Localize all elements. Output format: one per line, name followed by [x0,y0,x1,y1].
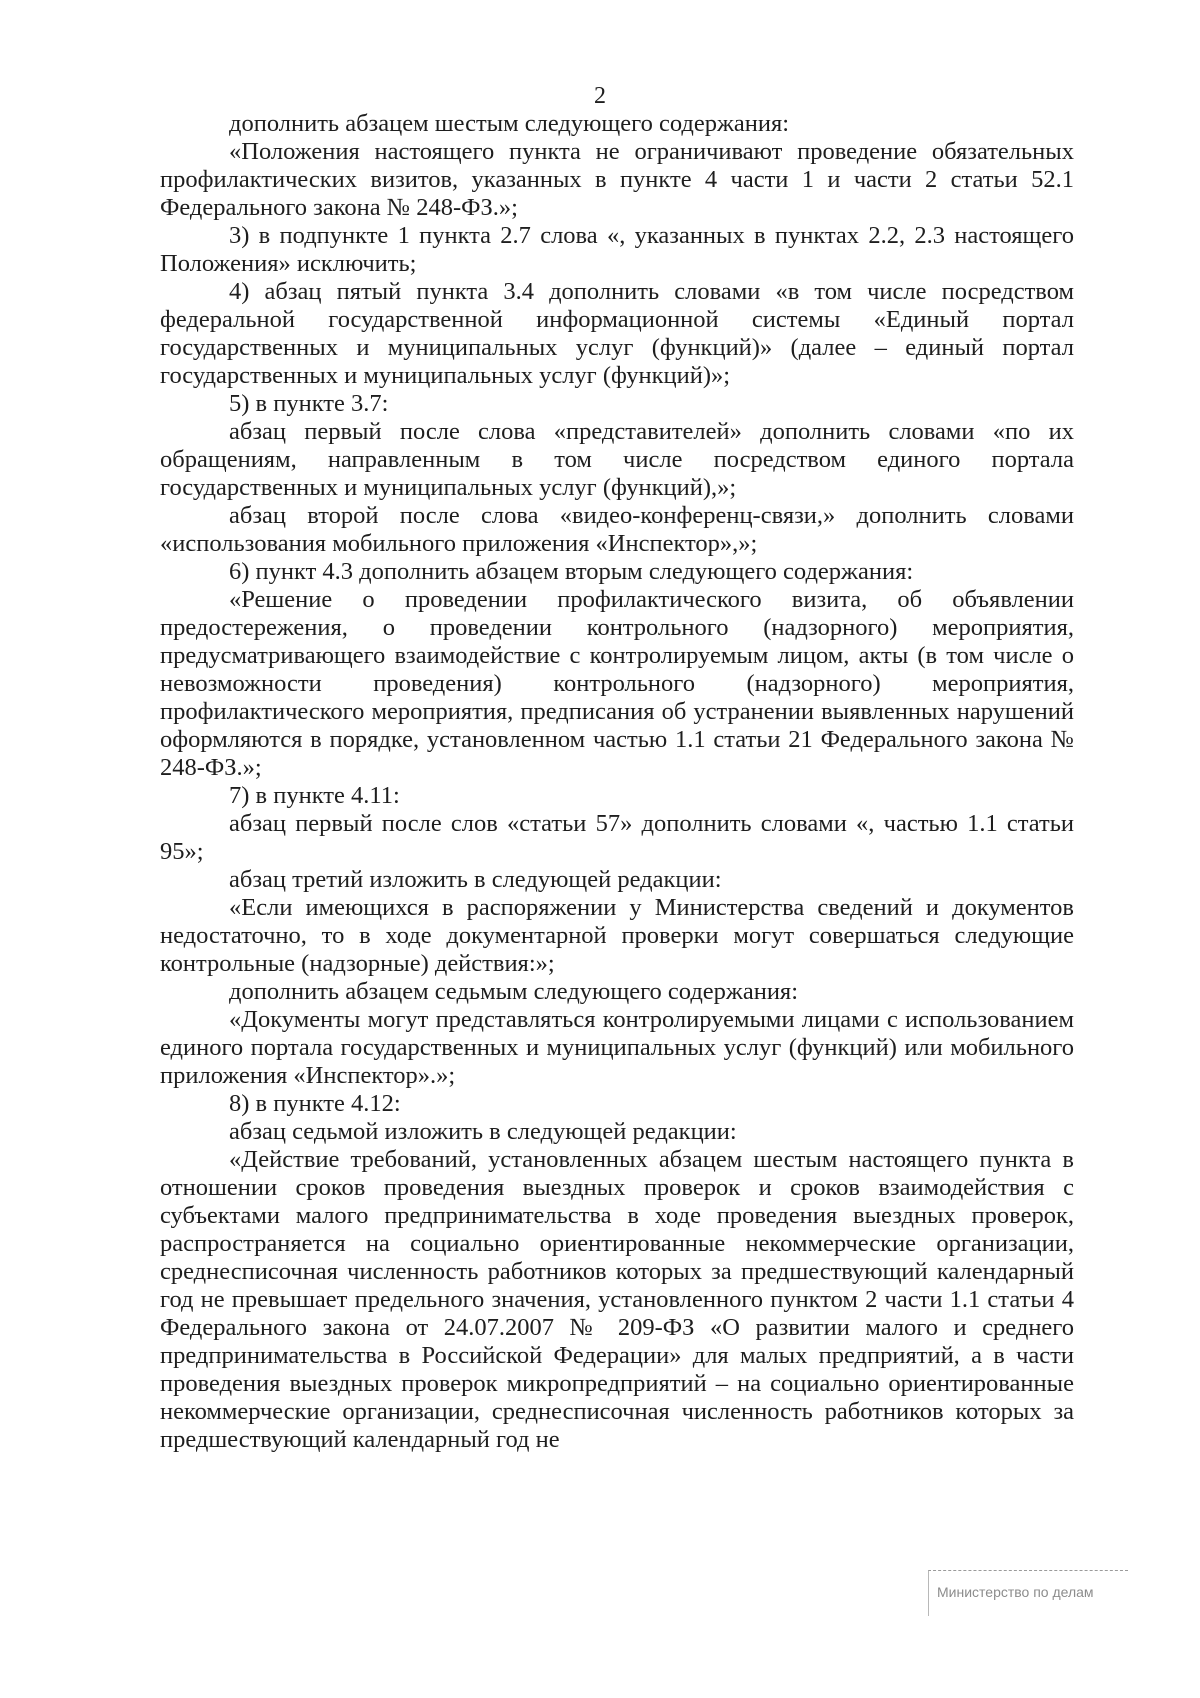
paragraph: абзац первый после слова «представителей» дополнить словами «по их обращениям, направленным в том числе посредством единого портала государственных и муниципальных услуг (функций),»; [160,418,1074,501]
paragraph: 7) в пункте 4.11: [229,782,400,809]
paragraph: «Документы могут представляться контролируемыми лицами с использованием единого портала государственных и муниципальных услуг (функций) или мобильного приложения «Инспектор».»; [160,1006,1074,1089]
paragraph: 4) абзац пятый пункта 3.4 дополнить словами «в том числе посредством федеральной государственной информационной системы «Единый портал государственных и муниципальных услуг (функций)» (далее – единый портал государственных и муниципальных услуг (функций)»; [160,278,1074,389]
paragraph: 8) в пункте 4.12: [229,1090,401,1117]
paragraph: «Действие требований, установленных абзацем шестым настоящего пункта в отношении сроков проведения выездных проверок и сроков взаимодействия с субъектами малого предпринимательства в ходе проведения выездных проверок, распространяется на социально ориентированные некоммерческие организации, среднесписочная численность работников которых за предшествующий календарный год не превышает предельного значения, установленного пунктом 2 части 1.1 статьи 4 Федерального закона от 24.07.2007 № 209-ФЗ «О развитии малого и среднего предпринимательства в Российской Федерации» для малых предприятий, а в части проведения выездных проверок микропредприятий – на социально ориентированные некоммерческие организации, среднесписочная численность работников которых за предшествующий календарный год не [160,1146,1074,1453]
paragraph: дополнить абзацем седьмым следующего содержания: [229,978,799,1005]
paragraph: 3) в подпункте 1 пункта 2.7 слова «, указанных в пунктах 2.2, 2.3 настоящего Положения» исключить; [160,222,1074,277]
paragraph: «Если имеющихся в распоряжении у Министерства сведений и документов недостаточно, то в ходе документарной проверки могут совершаться следующие контрольные (надзорные) действия:»; [160,894,1074,977]
paragraph: «Положения настоящего пункта не ограничивают проведение обязательных профилактических визитов, указанных в пункте 4 части 1 и части 2 статьи 52.1 Федерального закона № 248-ФЗ.»; [160,138,1074,221]
paragraph: абзац седьмой изложить в следующей редакции: [229,1118,737,1145]
paragraph: 6) пункт 4.3 дополнить абзацем вторым следующего содержания: [229,558,914,585]
paragraph: абзац третий изложить в следующей редакции: [229,866,722,893]
document-body [160,110,1074,1454]
paragraph: абзац первый после слов «статьи 57» дополнить словами «, частью 1.1 статьи 95»; [160,810,1074,865]
paragraph: «Решение о проведении профилактического визита, об объявлении предостережения, о проведении контрольного (надзорного) мероприятия, предусматривающего взаимодействие с контролируемым лицом, акты (в том числе о невозможности проведения) контрольного (надзорного) мероприятия, профилактического мероприятия, предписания об устранении выявленных нарушений оформляются в порядке, установленном частью 1.1 статьи 21 Федерального закона № 248-ФЗ.»; [160,586,1074,781]
page-number: 2 [594,83,606,109]
paragraph: дополнить абзацем шестым следующего содержания: [229,110,790,137]
registration-stamp: Министерство по делам [928,1570,1128,1616]
paragraph: 5) в пункте 3.7: [229,390,389,417]
paragraph: абзац второй после слова «видео-конференц-связи,» дополнить словами «использования мобильного приложения «Инспектор»,»; [160,502,1074,557]
